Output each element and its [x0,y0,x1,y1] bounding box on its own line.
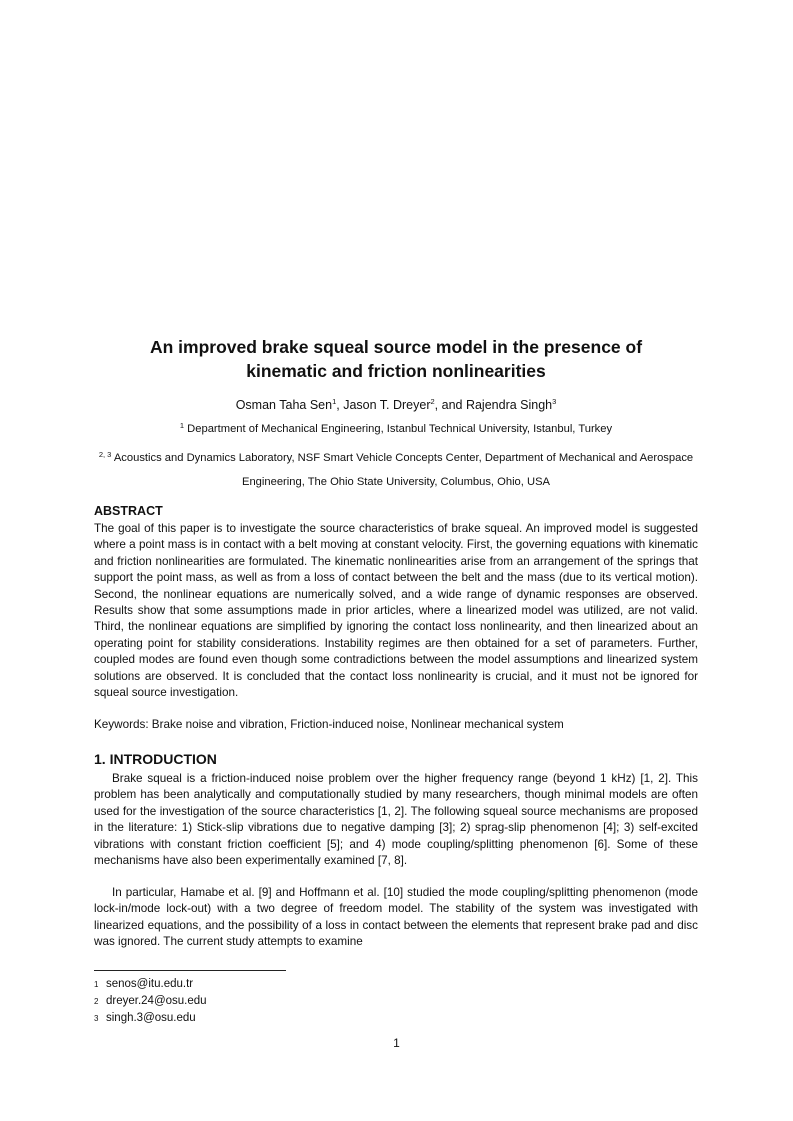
affiliation-mark: 1 [179,421,185,430]
affiliation-2 [96,446,696,494]
introduction-paragraph-1: Brake squeal is a friction-induced noise problem over the higher frequency range (beyond 1 kHz) [1, 2]. This problem has been analytically and computationally studied by many researchers, though minimal models are often used for the investigation of the source characteristics [1, 2]. The following squeal source mechanisms are proposed in the literature: 1) Stick-slip vibrations due to negative damping [3]; 2) sprag-slip phenomenon [4]; 3) self-excited vibrations with constant friction coefficient [5]; and 4) mode coupling/splitting phenomenon [6]. Some of these mechanisms have also been experimentally examined [7, 8]. [94,772,698,868]
footnote-number: 2 [94,997,99,1006]
footnote-2 [94,994,207,1009]
author-affil-mark: 3 [552,397,557,406]
affiliation-text: Acoustics and Dynamics Laboratory, NSF Smart Vehicle Concepts Center, Department of Mechanical and Aerospace Engineering, The Ohio State University, Columbus, Ohio, USA [111,452,694,488]
footnote-number: 1 [94,980,99,989]
introduction-paragraph-2: In particular, Hamabe et al. [9] and Hoffmann et al. [10] studied the mode coupling/splitting phenomenon (mode lock-in/mode lock-out) with a two degree of freedom model. The stability of the system was investigated with linearized equations, and the possibility of a loss in contact between the elements that represent brake pad and disc was ignored. The current study attempts to examine [94,886,698,949]
author-separator: , [336,398,344,412]
introduction-heading: 1. INTRODUCTION [94,751,217,767]
footnote-email: senos@itu.edu.tr [106,978,194,990]
paper-title [96,335,696,383]
author-name: Osman Taha Sen [235,398,333,412]
footnote-3 [94,1011,196,1026]
abstract-text: The goal of this paper is to investigate the source characteristics of brake squeal. An improved model is suggested where a point mass is in contact with a belt moving at constant velocity. First, the governing equations with kinematic and friction nonlinearities are formulated. The kinematic nonlinearities arise from an arrangement of the springs that support the point mass, as well as from a loss of contact between the belt and the mass (due to its vertical motion). Second, the nonlinear equations are numerically solved, and a wide range of dynamic responses are observed. Results show that some assumptions made in prior articles, where a linearized model was utilized, are not valid. Third, the nonlinear equations are simplified by ignoring the contact loss nonlinearity, and then linearized about an operating point for stability considerations. Instability regimes are then obtained for a set of parameters. Further, coupled modes are found even though some contradictions between the model assumptions and linearized system solutions are observed. It is concluded that the contact loss nonlinearity is crucial, and it must not be ignored for squeal source investigation. [94,522,698,700]
abstract-heading: ABSTRACT [94,504,163,518]
footnote-rule [94,970,286,971]
keywords: Keywords: Brake noise and vibration, Friction-induced noise, Nonlinear mechanical system [94,718,564,731]
footnote-email: dreyer.24@osu.edu [106,995,207,1007]
author-separator: , and [434,398,466,412]
footnote-email: singh.3@osu.edu [106,1012,196,1024]
affiliation-text: Department of Mechanical Engineering, Istanbul Technical University, Istanbul, Turkey [184,423,613,435]
author-name: Jason T. Dreyer [343,398,431,412]
affiliation-mark: 2, 3 [98,450,112,459]
author-affil-mark: 2 [430,397,435,406]
footnote-number: 3 [94,1014,99,1023]
footnote-1 [94,977,193,992]
title-line-1: An improved brake squeal source model in the presence of [149,337,643,357]
author-affil-mark: 1 [332,397,337,406]
title-line-2: kinematic and friction nonlinearities [246,361,546,381]
affiliation-1 [96,422,696,436]
author-list [96,397,696,413]
author-name: Rajendra Singh [465,398,553,412]
page-number: 1 [393,1036,400,1050]
